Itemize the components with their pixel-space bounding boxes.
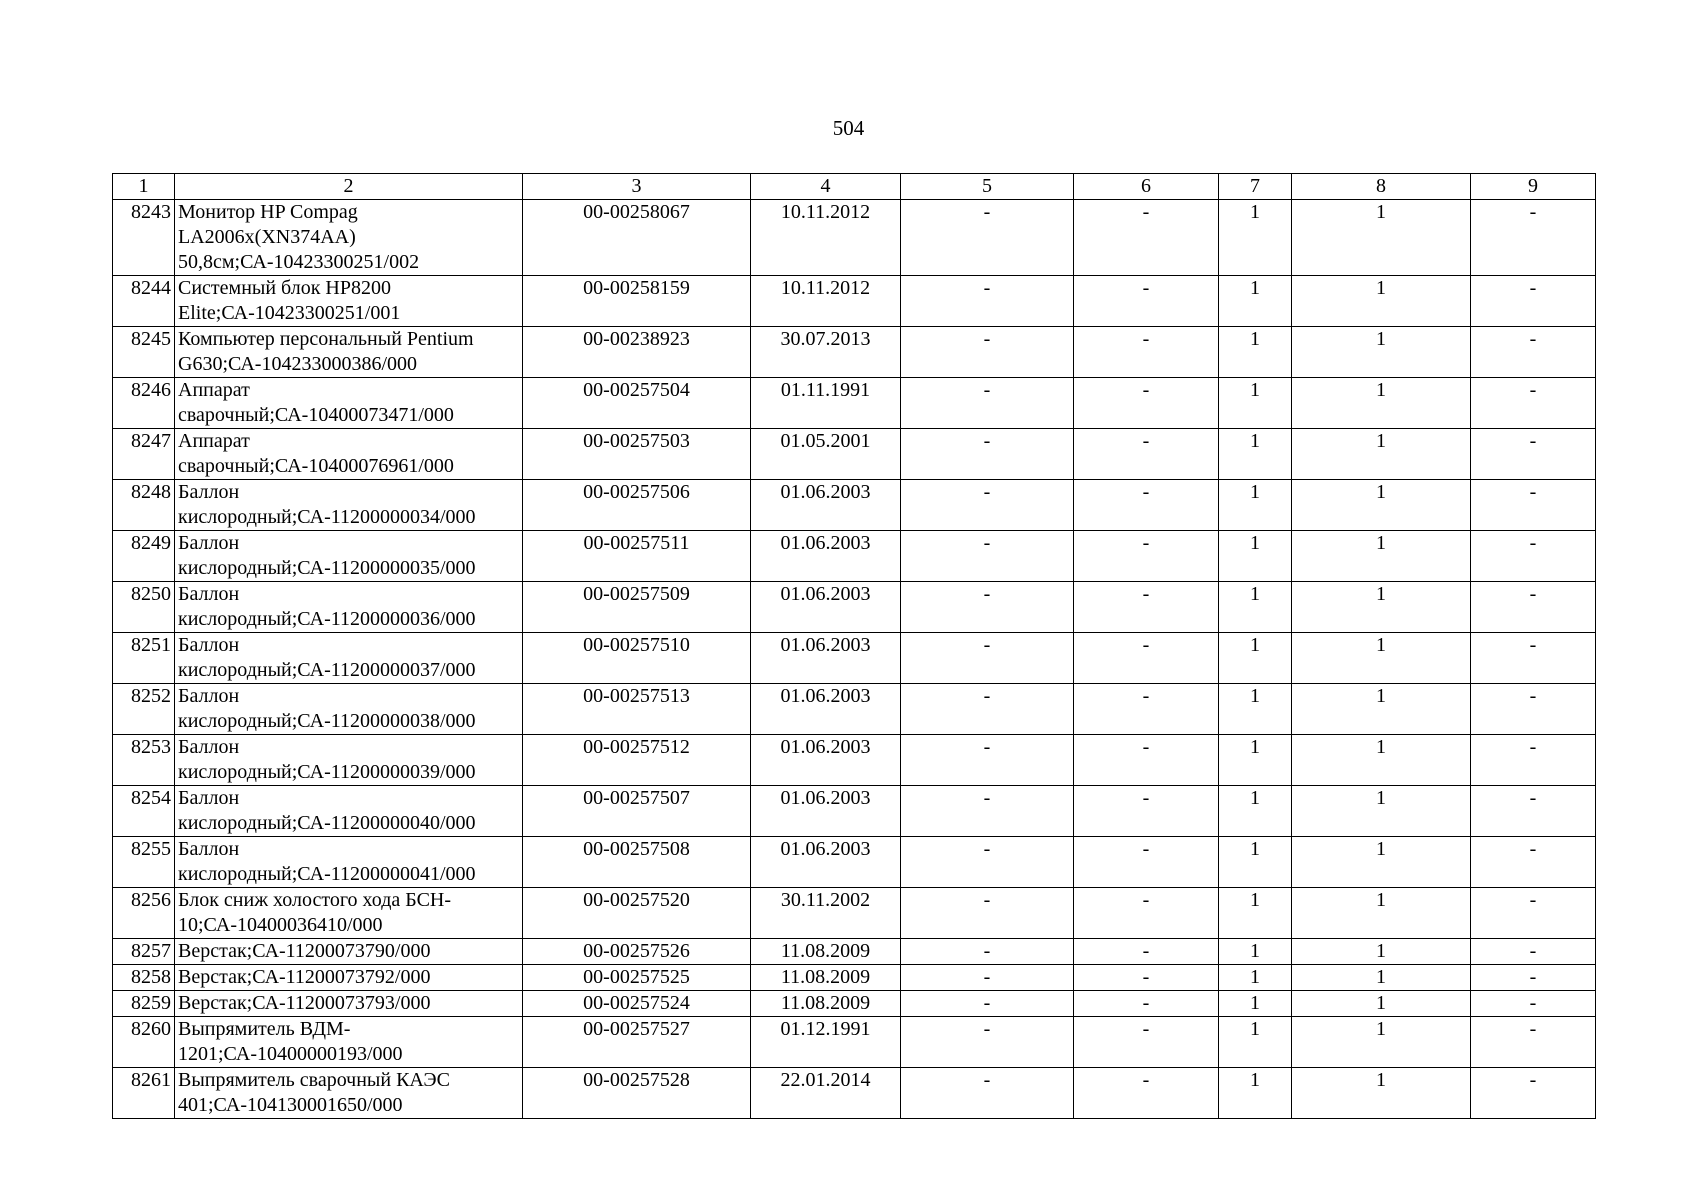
col6-cell: - <box>1074 429 1219 480</box>
row-number-cell: 8253 <box>113 735 175 786</box>
item-name-line: 401;СА-104130001650/000 <box>178 1094 403 1116</box>
col5-cell: - <box>901 480 1074 531</box>
col9-cell: - <box>1471 200 1596 276</box>
column-header: 1 <box>113 174 175 200</box>
date-cell: 01.06.2003 <box>751 735 901 786</box>
col9-cell: - <box>1471 480 1596 531</box>
item-name-line: Баллон <box>178 583 240 605</box>
table-row <box>113 378 1596 429</box>
column-header: 2 <box>175 174 523 200</box>
item-name-line: кислородный;СА-11200000039/000 <box>178 761 476 783</box>
col9-cell: - <box>1471 429 1596 480</box>
row-number-cell: 8246 <box>113 378 175 429</box>
col5-cell: - <box>901 378 1074 429</box>
inventory-code-cell: 00-00257512 <box>523 735 751 786</box>
table-row <box>113 991 1596 1017</box>
item-name-cell <box>175 684 523 735</box>
col8-cell: 1 <box>1292 965 1471 991</box>
col6-cell: - <box>1074 939 1219 965</box>
col7-cell: 1 <box>1219 965 1292 991</box>
col7-cell: 1 <box>1219 939 1292 965</box>
item-name-line: Системный блок HP8200 <box>178 277 391 299</box>
item-name-line: Баллон <box>178 787 240 809</box>
col8-cell: 1 <box>1292 735 1471 786</box>
col6-cell: - <box>1074 888 1219 939</box>
inventory-code-cell: 00-00238923 <box>523 327 751 378</box>
date-cell: 01.06.2003 <box>751 786 901 837</box>
col6-cell: - <box>1074 378 1219 429</box>
table-row <box>113 684 1596 735</box>
col9-cell: - <box>1471 633 1596 684</box>
col7-cell: 1 <box>1219 633 1292 684</box>
col8-cell: 1 <box>1292 531 1471 582</box>
col6-cell: - <box>1074 735 1219 786</box>
item-name-line: 10;СА-10400036410/000 <box>178 914 383 936</box>
date-cell: 30.07.2013 <box>751 327 901 378</box>
inventory-code-cell: 00-00257513 <box>523 684 751 735</box>
col7-cell: 1 <box>1219 531 1292 582</box>
item-name-line: кислородный;СА-11200000040/000 <box>178 812 476 834</box>
col5-cell: - <box>901 991 1074 1017</box>
item-name-line: LA2006x(XN374AA) <box>178 226 356 248</box>
col8-cell: 1 <box>1292 786 1471 837</box>
table-row <box>113 327 1596 378</box>
table-row <box>113 429 1596 480</box>
col9-cell: - <box>1471 327 1596 378</box>
row-number-cell: 8257 <box>113 939 175 965</box>
inventory-code-cell: 00-00258067 <box>523 200 751 276</box>
col5-cell: - <box>901 786 1074 837</box>
inventory-code-cell: 00-00257526 <box>523 939 751 965</box>
col7-cell: 1 <box>1219 327 1292 378</box>
row-number-cell: 8245 <box>113 327 175 378</box>
item-name-cell <box>175 531 523 582</box>
header-row <box>113 174 1596 200</box>
col5-cell: - <box>901 939 1074 965</box>
row-number-cell: 8258 <box>113 965 175 991</box>
inventory-code-cell: 00-00257527 <box>523 1017 751 1068</box>
item-name-line: Аппарат <box>178 379 250 401</box>
col6-cell: - <box>1074 684 1219 735</box>
row-number-cell: 8256 <box>113 888 175 939</box>
col9-cell: - <box>1471 888 1596 939</box>
col9-cell: - <box>1471 1068 1596 1119</box>
col8-cell: 1 <box>1292 888 1471 939</box>
item-name-line: Компьютер персональный Pentium <box>178 328 474 350</box>
row-number-cell: 8247 <box>113 429 175 480</box>
col5-cell: - <box>901 327 1074 378</box>
row-number-cell: 8244 <box>113 276 175 327</box>
item-name-line: Верстак;СА-11200073790/000 <box>178 940 431 962</box>
col9-cell: - <box>1471 837 1596 888</box>
col7-cell: 1 <box>1219 582 1292 633</box>
col7-cell: 1 <box>1219 991 1292 1017</box>
inventory-code-cell: 00-00257504 <box>523 378 751 429</box>
col9-cell: - <box>1471 582 1596 633</box>
row-number-cell: 8251 <box>113 633 175 684</box>
row-number-cell: 8248 <box>113 480 175 531</box>
table-row <box>113 888 1596 939</box>
col7-cell: 1 <box>1219 276 1292 327</box>
col7-cell: 1 <box>1219 684 1292 735</box>
inventory-code-cell: 00-00257509 <box>523 582 751 633</box>
row-number-cell: 8261 <box>113 1068 175 1119</box>
inventory-code-cell: 00-00257506 <box>523 480 751 531</box>
item-name-line: кислородный;СА-11200000037/000 <box>178 659 476 681</box>
col6-cell: - <box>1074 1068 1219 1119</box>
inventory-table <box>112 173 1596 1119</box>
item-name-cell <box>175 582 523 633</box>
col7-cell: 1 <box>1219 837 1292 888</box>
col8-cell: 1 <box>1292 939 1471 965</box>
item-name-cell <box>175 429 523 480</box>
col9-cell: - <box>1471 531 1596 582</box>
col8-cell: 1 <box>1292 480 1471 531</box>
col5-cell: - <box>901 633 1074 684</box>
table-row <box>113 200 1596 276</box>
row-number-cell: 8250 <box>113 582 175 633</box>
col6-cell: - <box>1074 276 1219 327</box>
item-name-cell <box>175 786 523 837</box>
col5-cell: - <box>901 965 1074 991</box>
col6-cell: - <box>1074 633 1219 684</box>
item-name-line: G630;СА-104233000386/000 <box>178 353 418 375</box>
column-header: 4 <box>751 174 901 200</box>
inventory-code-cell: 00-00257525 <box>523 965 751 991</box>
table-row <box>113 1017 1596 1068</box>
col8-cell: 1 <box>1292 378 1471 429</box>
date-cell: 22.01.2014 <box>751 1068 901 1119</box>
col9-cell: - <box>1471 684 1596 735</box>
item-name-line: Монитор HP Compag <box>178 201 358 223</box>
date-cell: 10.11.2012 <box>751 276 901 327</box>
col7-cell: 1 <box>1219 1068 1292 1119</box>
item-name-line: Верстак;СА-11200073793/000 <box>178 992 431 1014</box>
row-number-cell: 8254 <box>113 786 175 837</box>
col8-cell: 1 <box>1292 991 1471 1017</box>
item-name-cell <box>175 480 523 531</box>
col6-cell: - <box>1074 480 1219 531</box>
col6-cell: - <box>1074 965 1219 991</box>
row-number-cell: 8260 <box>113 1017 175 1068</box>
date-cell: 01.05.2001 <box>751 429 901 480</box>
col8-cell: 1 <box>1292 327 1471 378</box>
inventory-code-cell: 00-00257510 <box>523 633 751 684</box>
col9-cell: - <box>1471 735 1596 786</box>
table-row <box>113 735 1596 786</box>
col8-cell: 1 <box>1292 582 1471 633</box>
col6-cell: - <box>1074 991 1219 1017</box>
table-row <box>113 837 1596 888</box>
col7-cell: 1 <box>1219 429 1292 480</box>
inventory-code-cell: 00-00257503 <box>523 429 751 480</box>
date-cell: 11.08.2009 <box>751 965 901 991</box>
col9-cell: - <box>1471 378 1596 429</box>
date-cell: 01.06.2003 <box>751 837 901 888</box>
date-cell: 01.12.1991 <box>751 1017 901 1068</box>
row-number-cell: 8259 <box>113 991 175 1017</box>
col7-cell: 1 <box>1219 200 1292 276</box>
col9-cell: - <box>1471 276 1596 327</box>
col6-cell: - <box>1074 786 1219 837</box>
col6-cell: - <box>1074 1017 1219 1068</box>
row-number-cell: 8243 <box>113 200 175 276</box>
col8-cell: 1 <box>1292 837 1471 888</box>
col5-cell: - <box>901 888 1074 939</box>
col5-cell: - <box>901 837 1074 888</box>
item-name-line: кислородный;СА-11200000038/000 <box>178 710 476 732</box>
col9-cell: - <box>1471 939 1596 965</box>
item-name-line: Elite;СА-10423300251/001 <box>178 302 401 324</box>
col7-cell: 1 <box>1219 378 1292 429</box>
table-body <box>113 200 1596 1119</box>
date-cell: 01.06.2003 <box>751 582 901 633</box>
column-header: 5 <box>901 174 1074 200</box>
col6-cell: - <box>1074 582 1219 633</box>
item-name-line: Баллон <box>178 634 240 656</box>
item-name-line: Выпрямитель ВДМ- <box>178 1018 351 1040</box>
col5-cell: - <box>901 429 1074 480</box>
col9-cell: - <box>1471 786 1596 837</box>
item-name-line: кислородный;СА-11200000035/000 <box>178 557 476 579</box>
table-row <box>113 786 1596 837</box>
inventory-code-cell: 00-00257507 <box>523 786 751 837</box>
item-name-cell <box>175 939 523 965</box>
item-name-line: Выпрямитель сварочный КАЭС <box>178 1069 450 1091</box>
column-header: 7 <box>1219 174 1292 200</box>
col7-cell: 1 <box>1219 735 1292 786</box>
item-name-line: кислородный;СА-11200000041/000 <box>178 863 476 885</box>
date-cell: 11.08.2009 <box>751 991 901 1017</box>
table-row <box>113 633 1596 684</box>
item-name-cell <box>175 837 523 888</box>
date-cell: 01.06.2003 <box>751 684 901 735</box>
inventory-code-cell: 00-00258159 <box>523 276 751 327</box>
item-name-line: 50,8см;СА-10423300251/002 <box>178 251 420 273</box>
date-cell: 10.11.2012 <box>751 200 901 276</box>
item-name-cell <box>175 327 523 378</box>
col5-cell: - <box>901 582 1074 633</box>
inventory-code-cell: 00-00257508 <box>523 837 751 888</box>
col9-cell: - <box>1471 965 1596 991</box>
column-header: 3 <box>523 174 751 200</box>
item-name-line: Верстак;СА-11200073792/000 <box>178 966 431 988</box>
col6-cell: - <box>1074 837 1219 888</box>
table-row <box>113 531 1596 582</box>
col7-cell: 1 <box>1219 1017 1292 1068</box>
col6-cell: - <box>1074 531 1219 582</box>
col5-cell: - <box>901 1017 1074 1068</box>
page-number: 504 <box>832 116 865 140</box>
col8-cell: 1 <box>1292 429 1471 480</box>
inventory-code-cell: 00-00257524 <box>523 991 751 1017</box>
item-name-cell <box>175 965 523 991</box>
inventory-code-cell: 00-00257528 <box>523 1068 751 1119</box>
item-name-cell <box>175 276 523 327</box>
item-name-cell <box>175 1068 523 1119</box>
item-name-line: Блок сниж холостого хода БСН- <box>178 889 452 911</box>
item-name-cell <box>175 735 523 786</box>
col8-cell: 1 <box>1292 276 1471 327</box>
table-row <box>113 965 1596 991</box>
column-header: 9 <box>1471 174 1596 200</box>
col8-cell: 1 <box>1292 633 1471 684</box>
date-cell: 30.11.2002 <box>751 888 901 939</box>
item-name-line: кислородный;СА-11200000034/000 <box>178 506 476 528</box>
item-name-line: Баллон <box>178 532 240 554</box>
col7-cell: 1 <box>1219 888 1292 939</box>
inventory-code-cell: 00-00257511 <box>523 531 751 582</box>
item-name-line: Баллон <box>178 481 240 503</box>
col9-cell: - <box>1471 991 1596 1017</box>
col6-cell: - <box>1074 327 1219 378</box>
col6-cell: - <box>1074 200 1219 276</box>
table-row <box>113 582 1596 633</box>
col9-cell: - <box>1471 1017 1596 1068</box>
item-name-line: сварочный;СА-10400073471/000 <box>178 404 454 426</box>
item-name-line: Баллон <box>178 736 240 758</box>
date-cell: 01.11.1991 <box>751 378 901 429</box>
col5-cell: - <box>901 1068 1074 1119</box>
item-name-cell <box>175 1017 523 1068</box>
col7-cell: 1 <box>1219 786 1292 837</box>
col7-cell: 1 <box>1219 480 1292 531</box>
col8-cell: 1 <box>1292 1017 1471 1068</box>
row-number-cell: 8255 <box>113 837 175 888</box>
col5-cell: - <box>901 276 1074 327</box>
col5-cell: - <box>901 200 1074 276</box>
item-name-cell <box>175 633 523 684</box>
date-cell: 11.08.2009 <box>751 939 901 965</box>
table-row <box>113 480 1596 531</box>
table-row <box>113 1068 1596 1119</box>
item-name-line: Аппарат <box>178 430 250 452</box>
item-name-line: сварочный;СА-10400076961/000 <box>178 455 454 477</box>
row-number-cell: 8249 <box>113 531 175 582</box>
item-name-cell <box>175 888 523 939</box>
col8-cell: 1 <box>1292 684 1471 735</box>
item-name-line: 1201;СА-10400000193/000 <box>178 1043 403 1065</box>
item-name-line: Баллон <box>178 838 240 860</box>
column-header: 6 <box>1074 174 1219 200</box>
item-name-cell <box>175 200 523 276</box>
col5-cell: - <box>901 531 1074 582</box>
table-row <box>113 276 1596 327</box>
column-header: 8 <box>1292 174 1471 200</box>
item-name-line: кислородный;СА-11200000036/000 <box>178 608 476 630</box>
date-cell: 01.06.2003 <box>751 480 901 531</box>
item-name-cell <box>175 991 523 1017</box>
inventory-code-cell: 00-00257520 <box>523 888 751 939</box>
col8-cell: 1 <box>1292 1068 1471 1119</box>
col5-cell: - <box>901 735 1074 786</box>
date-cell: 01.06.2003 <box>751 633 901 684</box>
item-name-cell <box>175 378 523 429</box>
item-name-line: Баллон <box>178 685 240 707</box>
row-number-cell: 8252 <box>113 684 175 735</box>
col8-cell: 1 <box>1292 200 1471 276</box>
date-cell: 01.06.2003 <box>751 531 901 582</box>
col5-cell: - <box>901 684 1074 735</box>
table-row <box>113 939 1596 965</box>
